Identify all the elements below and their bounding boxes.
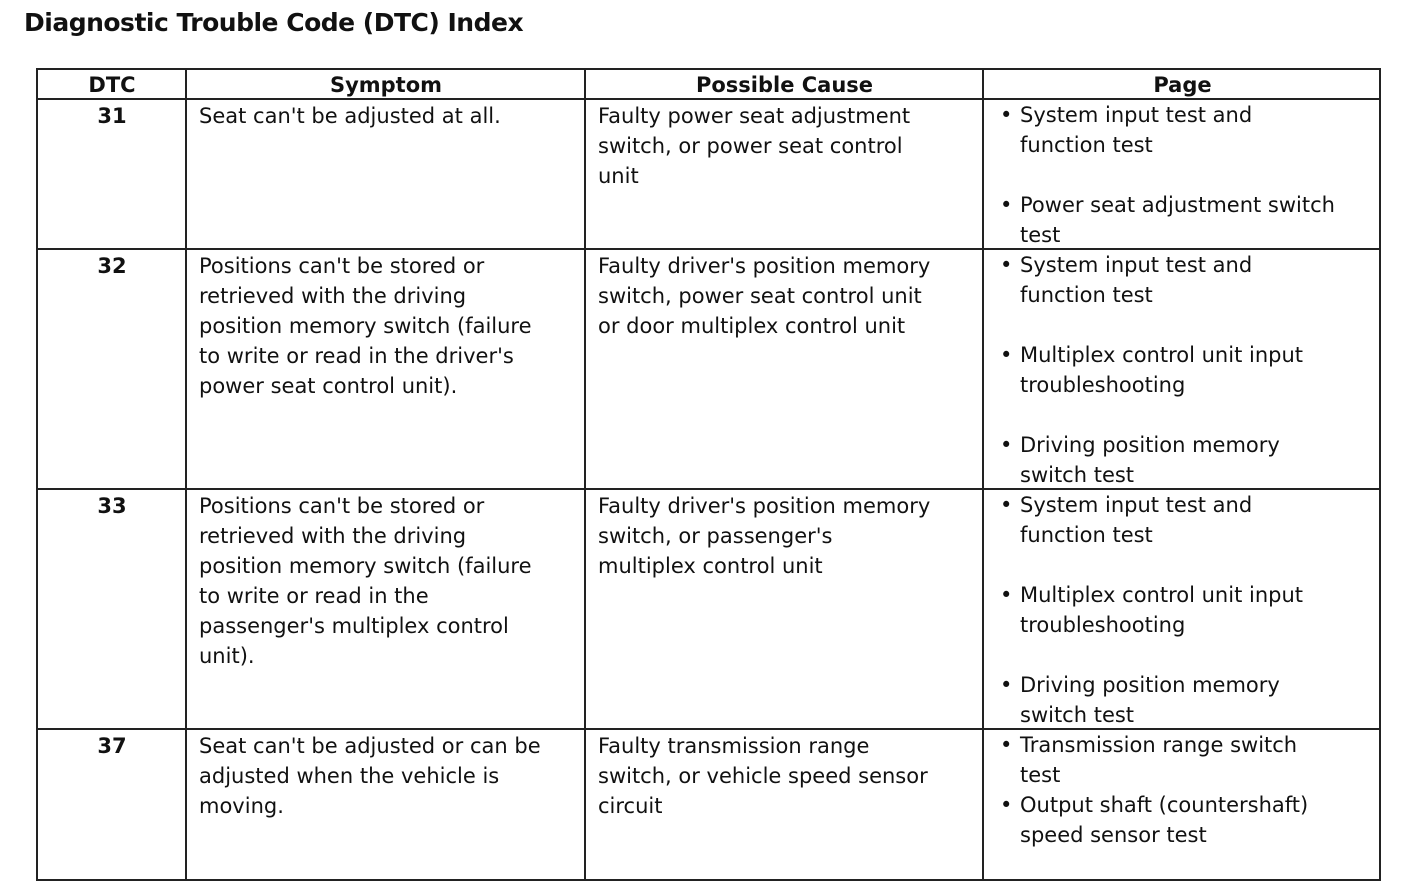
header-page: Page (1153, 73, 1212, 97)
list-item (998, 190, 1378, 250)
symptom-cell: Positions can't be stored or retrieved with the driving position memory switch (failure to write or read in the passenger's multiplex control unit). (199, 494, 532, 668)
bullet-icon: • (1000, 673, 1013, 697)
page-reference: System input test and function test (1020, 493, 1253, 547)
page-reference: System input test and function test (1020, 253, 1253, 307)
dtc-code: 32 (97, 254, 127, 278)
page-title: Diagnostic Trouble Code (DTC) Index (24, 8, 524, 37)
page-reference: Multiplex control unit input troubleshooting (1020, 343, 1303, 397)
page-list (998, 730, 1378, 850)
page-reference: Power seat adjustment switch test (1020, 193, 1335, 247)
header-dtc: DTC (88, 73, 136, 97)
possible-cause-cell: Faulty driver's position memory switch, or passenger's multiplex control unit (598, 494, 931, 578)
bullet-icon: • (1000, 343, 1013, 367)
list-item (998, 580, 1378, 640)
list-item (998, 340, 1378, 400)
bullet-icon: • (1000, 193, 1013, 217)
bullet-icon: • (1000, 103, 1013, 127)
column-divider (982, 68, 984, 881)
dtc-code: 37 (97, 734, 127, 758)
list-item (998, 790, 1378, 850)
symptom-cell: Seat can't be adjusted at all. (199, 104, 501, 128)
list-item (998, 670, 1378, 730)
page-reference: Multiplex control unit input troubleshooting (1020, 583, 1303, 637)
column-divider (584, 68, 586, 881)
header-possible-cause: Possible Cause (695, 73, 874, 97)
bullet-icon: • (1000, 793, 1013, 817)
list-item (998, 730, 1378, 790)
list-item (998, 250, 1378, 310)
page-list (998, 490, 1378, 730)
page-reference: Transmission range switch test (1020, 733, 1298, 787)
dtc-code: 31 (97, 104, 127, 128)
page-reference: Driving position memory switch test (1020, 433, 1280, 487)
bullet-icon: • (1000, 733, 1013, 757)
list-item (998, 100, 1378, 160)
page-list (998, 250, 1378, 490)
list-item (998, 430, 1378, 490)
bullet-icon: • (1000, 433, 1013, 457)
symptom-cell: Positions can't be stored or retrieved with the driving position memory switch (failure to write or read in the driver's power seat control unit). (199, 254, 532, 398)
page-list (998, 100, 1378, 250)
bullet-icon: • (1000, 583, 1013, 607)
symptom-cell: Seat can't be adjusted or can be adjusted when the vehicle is moving. (199, 734, 541, 818)
possible-cause-cell: Faulty power seat adjustment switch, or power seat control unit (598, 104, 911, 188)
header-symptom: Symptom (329, 73, 443, 97)
possible-cause-cell: Faulty driver's position memory switch, power seat control unit or door multiplex control unit (598, 254, 931, 338)
dtc-code: 33 (97, 494, 127, 518)
page-reference: Output shaft (countershaft) speed sensor test (1020, 793, 1309, 847)
list-item (998, 490, 1378, 550)
page-reference: System input test and function test (1020, 103, 1253, 157)
page-reference: Driving position memory switch test (1020, 673, 1280, 727)
bullet-icon: • (1000, 493, 1013, 517)
possible-cause-cell: Faulty transmission range switch, or vehicle speed sensor circuit (598, 734, 928, 818)
bullet-icon: • (1000, 253, 1013, 277)
